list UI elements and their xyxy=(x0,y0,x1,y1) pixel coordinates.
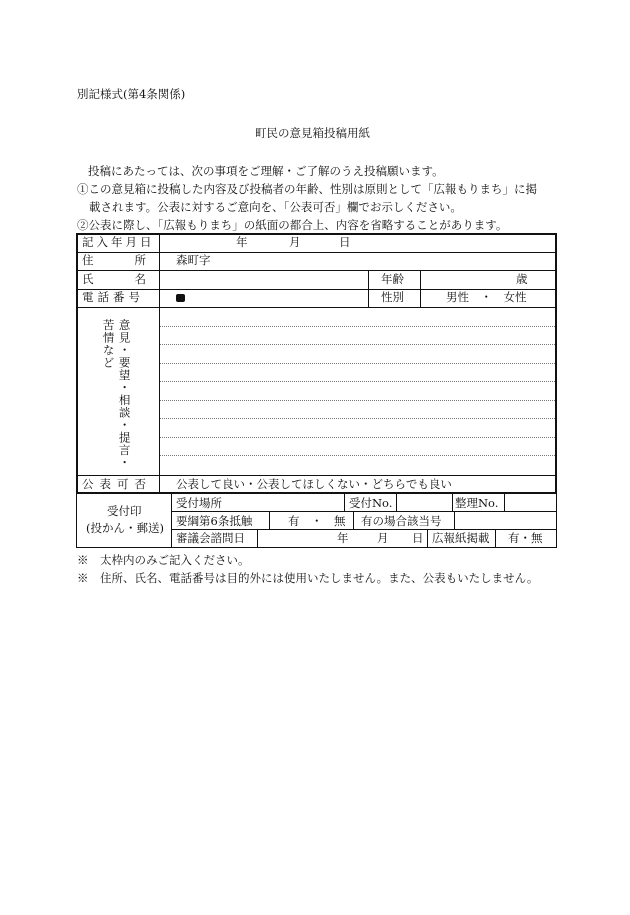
submission-form xyxy=(76,233,557,548)
intro-line-4: ②公表に際し、「広報もりまち」の紙面の都合上、内容を省略することがあります。 xyxy=(77,218,508,232)
council-day: 日 xyxy=(412,531,424,545)
stamp-method: (投かん・郵送) xyxy=(86,521,164,535)
publish-options[interactable]: 公表して良い・公表してほしくない・どちらでも良い xyxy=(176,477,452,491)
date-day-unit[interactable]: 日 xyxy=(339,235,351,249)
address-field[interactable]: 森町字 xyxy=(176,253,211,267)
name-label: 氏 名 xyxy=(82,272,152,286)
opinion-field[interactable] xyxy=(162,310,554,474)
koho-label: 広報紙掲載 xyxy=(432,531,490,545)
intro-line-1: 投稿にあたっては、次の事項をご理解・ご了解のうえ投稿願います。 xyxy=(88,164,444,178)
council-year: 年 xyxy=(337,531,349,545)
stamp-label: 受付印 xyxy=(107,504,142,518)
phone-label: 電話番号 xyxy=(82,290,144,304)
page-title: 町民の意見箱投稿用紙 xyxy=(255,126,370,140)
age-unit[interactable]: 歳 xyxy=(516,272,528,286)
opinion-label-col2: 苦情など xyxy=(101,319,116,369)
note-1: ※ 太枠内のみご記入ください。 xyxy=(77,553,250,567)
sex-label: 性別 xyxy=(381,290,404,304)
annex-label: 別記様式(第4条関係) xyxy=(77,87,186,101)
sex-options[interactable]: 男性 ・ 女性 xyxy=(446,290,527,304)
date-month-unit[interactable]: 月 xyxy=(289,235,301,249)
age-label: 年齢 xyxy=(381,272,404,286)
rule6-options: 有 ・ 無 xyxy=(288,514,346,528)
council-month: 月 xyxy=(377,531,389,545)
rule6-item-label: 有の場合該当号 xyxy=(361,514,442,528)
address-label: 住 所 xyxy=(82,253,152,267)
note-2: ※ 住所、氏名、電話番号は目的外には使用いたしません。また、公表もいたしません。 xyxy=(77,571,539,585)
name-field[interactable] xyxy=(162,272,366,288)
date-label: 記入年月日 xyxy=(82,235,155,249)
opinion-label-col1: 意見・要望・相談・提言・ xyxy=(117,319,132,469)
publish-label: 公表可否 xyxy=(82,477,152,491)
seiri-no-label: 整理No. xyxy=(455,496,499,510)
intro-line-2: ①この意見箱に投稿した内容及び投稿者の年齢、性別は原則として「広報もりまち」に掲 xyxy=(77,182,537,196)
receipt-place-label: 受付場所 xyxy=(176,496,222,510)
koho-options: 有・無 xyxy=(508,531,543,545)
date-year-unit[interactable]: 年 xyxy=(236,235,248,249)
receipt-no-label: 受付No. xyxy=(349,496,393,510)
phone-field[interactable] xyxy=(176,292,185,304)
council-date-label: 審議会諮問日 xyxy=(176,531,245,545)
rule6-label: 要綱第6条抵触 xyxy=(176,514,253,528)
phone-icon xyxy=(176,294,185,302)
intro-line-3: 載されます。公表に対するご意向を、「公表可否」欄でお示しください。 xyxy=(89,200,462,214)
